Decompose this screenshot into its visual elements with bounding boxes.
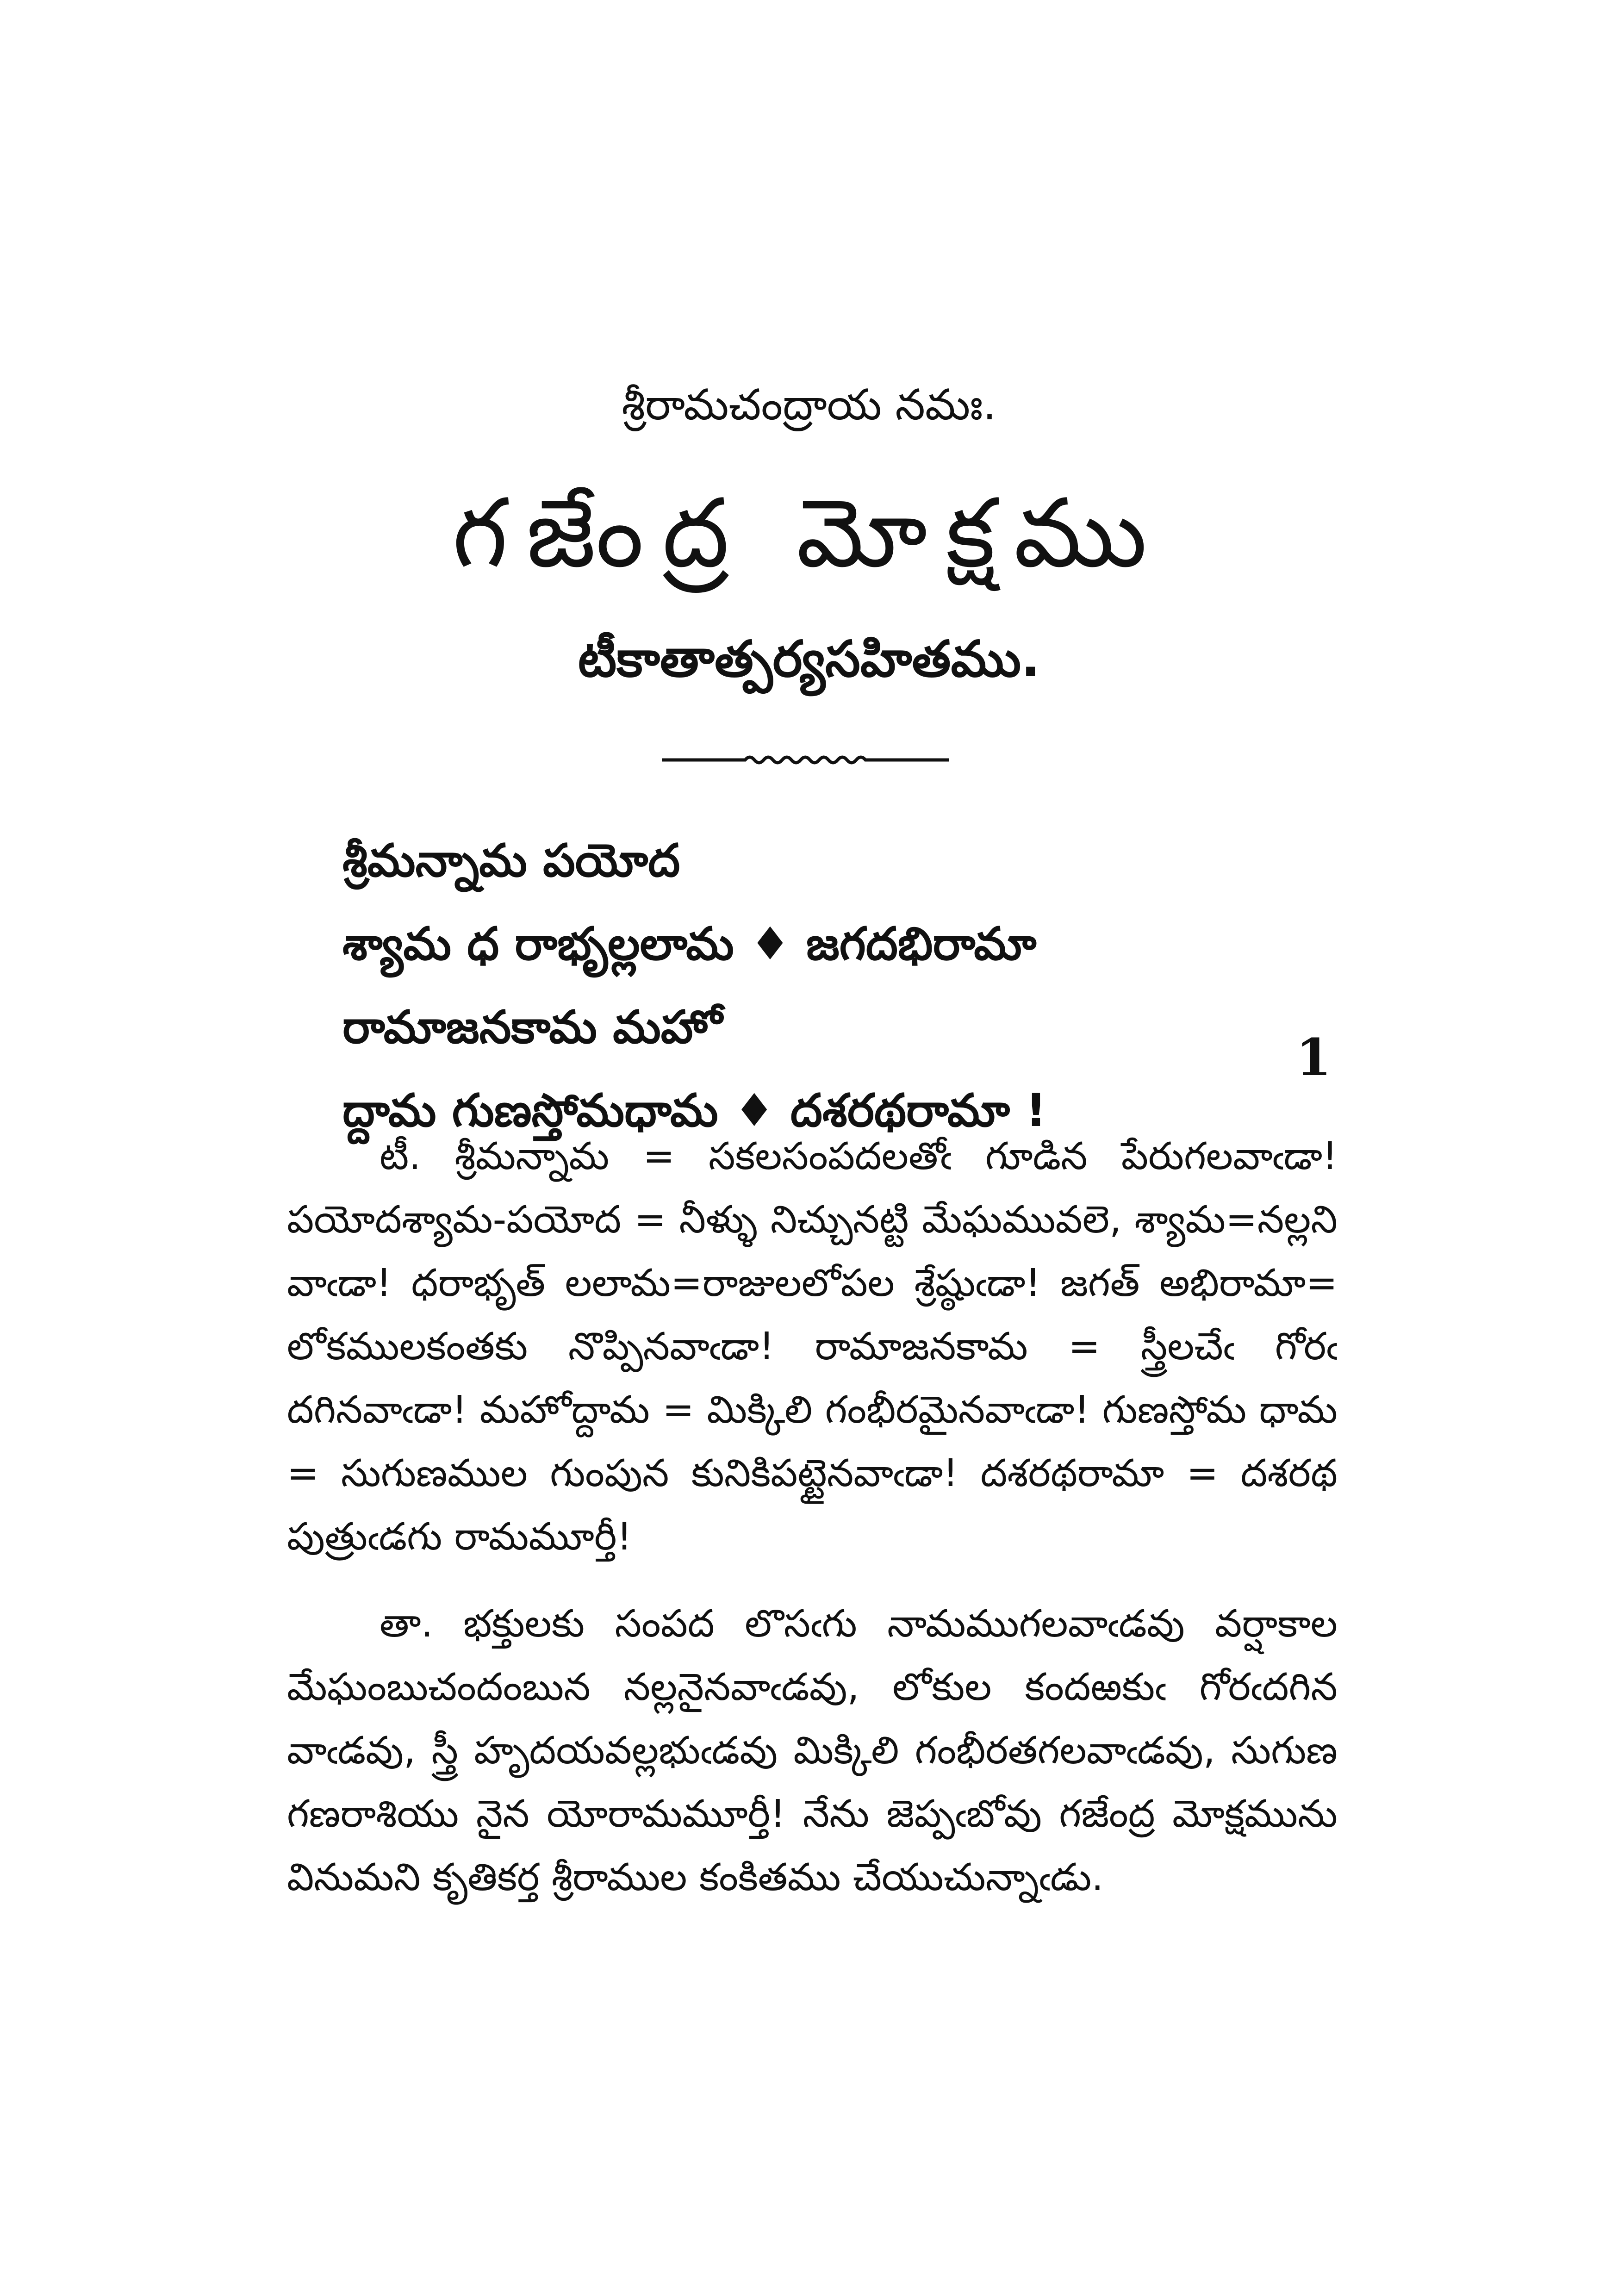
invocation-line: శ్రీరామచంద్రాయ నమః. — [622, 380, 996, 429]
verse-block — [342, 819, 1361, 1152]
page-subtitle: టీకాతాత్పర్యసహితము. — [578, 630, 1040, 688]
tika-paragraph: టీ. శ్రీమన్నామ = సకలసంపదలతోఁ గూడిన పేరుగలవాఁడా! పయోదశ్యామ-పయోద = నీళ్ళు నిచ్చునట్టి మేఘమువలె, శ్యామ=నల్లని వాఁడా! ధరాభృత్ లలామ=రాజులలోపల శ్రేష్ఠుఁడా! జగత్ అభిరామా= లోకములకంతకు నొప్పినవాఁడా! రామాజనకామ = స్త్రీలచేఁ గోరఁ దగినవాఁడా! మహోద్దామ = మిక్కిలి గంభీరమైనవాఁడా! గుణస్తోమ ధామ = సుగుణముల గుంపున కునికిపట్టైనవాఁడా! దశరథరామా = దశరథ పుత్రుఁడగు రామమూర్తీ! — [287, 1134, 1338, 1559]
verse-line: శ్యామ ధ రాభృల్లలామ ♦ జగదభిరామా — [342, 918, 1037, 971]
tatparya-meaning — [287, 1592, 1338, 1909]
verse-line: ద్దామ గుణస్తోమధామ ♦ దశరథరామా ! — [342, 1084, 1046, 1137]
verse-line: శ్రీమన్నామ పయోద — [342, 834, 680, 887]
tika-commentary — [287, 1125, 1338, 1568]
tatparya-paragraph: తా. భక్తులకు సంపద లొసఁగు నామముగలవాఁడవు వర్షాకాల మేఘంబుచందంబున నల్లనైనవాఁడవు, లోకుల కందఱకుఁ గోరఁదగిన వాఁడవు, స్త్రీ హృదయవల్లభుఁడవు మిక్కిలి గంభీరతగలవాఁడవు, సుగుణ గణరాశియు నైన యోరామమూర్తీ! నేను జెప్పఁబోవు గజేంద్ర మోక్షమును వినుమని కృతికర్త శ్రీరాముల కంకితము చేయుచున్నాఁడు. — [287, 1602, 1338, 1899]
page-title: గజేంద్ర మోక్షము — [452, 479, 1166, 589]
verse-line: రామాజనకామ మహో — [342, 1001, 722, 1054]
ornamental-divider — [662, 745, 949, 773]
verse-number: 1 — [1296, 1027, 1332, 1087]
